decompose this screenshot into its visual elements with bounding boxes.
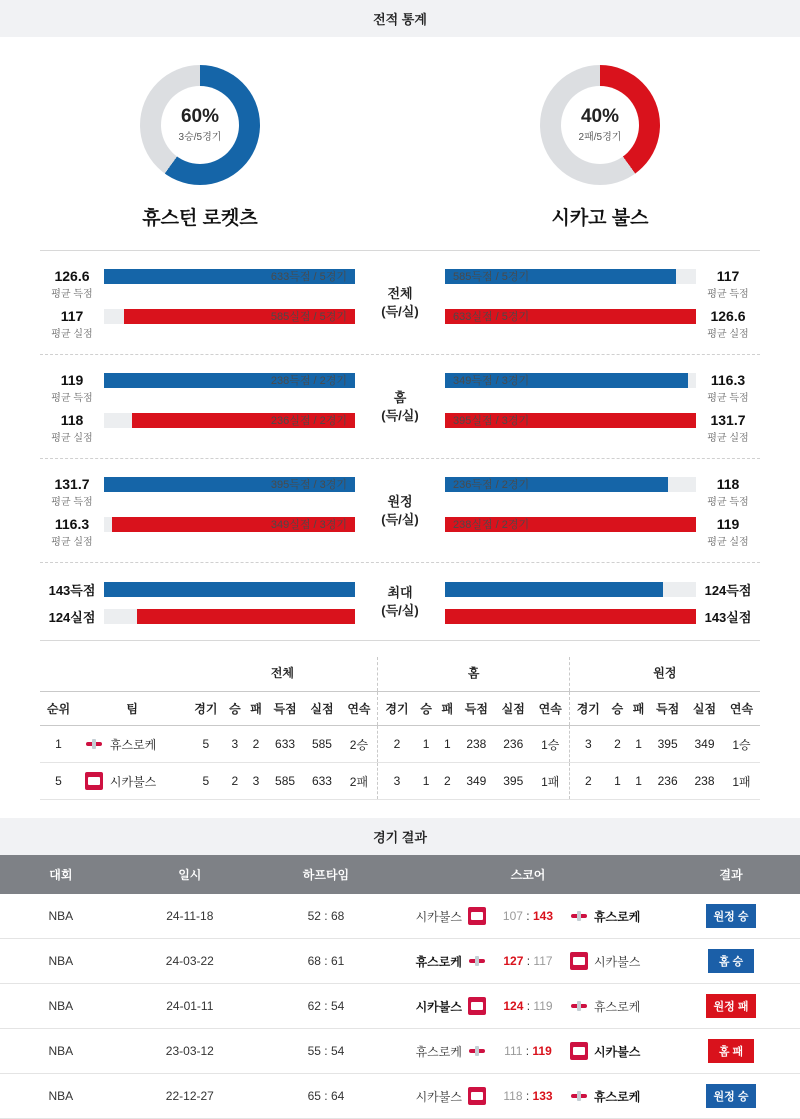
results-date: 23-03-12: [122, 1029, 258, 1074]
status-badge: 홈 승: [708, 949, 754, 973]
stat-bar-caption: 236실점 / 2경기: [270, 415, 347, 427]
results-col-3: 스코어: [394, 855, 662, 894]
team-label: 시카불스: [593, 954, 641, 969]
bulls-logo: [85, 772, 103, 790]
stat-value: 116.3: [54, 516, 90, 532]
stat-bar-caption: 236득점 / 2경기: [453, 479, 530, 491]
score-numbers: 118 : 133: [503, 1089, 553, 1103]
stat-bar-label: 평균 실점: [51, 433, 93, 444]
status-badge: 원정 승: [706, 904, 757, 928]
cell-home-실점: 236: [495, 726, 532, 763]
stat-bar-left-allow: [40, 412, 355, 444]
stat-group-label: [355, 493, 445, 528]
col-all-패: 패: [245, 692, 266, 726]
results-score: [394, 894, 662, 939]
stat-value: 116.3: [710, 372, 746, 388]
stat-bar-caption: 633득점 / 5경기: [270, 271, 347, 283]
standings-table: [40, 657, 760, 800]
stat-bar-right-score: [445, 580, 760, 599]
stat-bar-left-allow: [40, 607, 355, 626]
score-left: 107: [502, 909, 523, 923]
cell-all-경기: 5: [187, 763, 224, 800]
results-halftime: 62 : 54: [258, 984, 394, 1029]
col-away-득점: 득점: [649, 692, 686, 726]
status-badge: 원정 패: [706, 994, 757, 1018]
results-head: [0, 855, 800, 894]
team-label: 시카불스: [109, 774, 157, 789]
away-team-name: 시카고 불스: [551, 208, 649, 229]
results-row[interactable]: [0, 1074, 800, 1119]
results-score: [394, 984, 662, 1029]
stat-side-home-max: [40, 577, 355, 626]
stat-bar-caption: 585실점 / 5경기: [270, 311, 347, 323]
team-label: 시카불스: [415, 999, 462, 1014]
stat-group-label-top: 전체: [387, 285, 413, 301]
stat-bar-label: 평균 득점: [51, 497, 93, 508]
stat-value: 131.7: [710, 412, 746, 428]
stat-bar-caption: 395실점 / 3경기: [453, 415, 530, 427]
team-label: 시카불스: [593, 1044, 641, 1059]
col-home-승: 승: [416, 692, 437, 726]
results-outcome: [662, 939, 800, 984]
score-numbers: 124 : 119: [503, 999, 553, 1013]
stat-bar-left-allow: [40, 308, 355, 340]
stat-bar-caption: 633실점 / 5경기: [453, 311, 530, 323]
stat-group: [40, 355, 760, 459]
home-team-name: 휴스턴 로켓츠: [142, 208, 258, 229]
stat-bar-caption: 349득점 / 3경기: [453, 375, 530, 387]
rockets-logo: [570, 997, 588, 1015]
stat-side-home: [40, 473, 355, 548]
stat-bar-label: 평균 득점: [707, 393, 749, 404]
bulls-logo: [570, 1042, 588, 1060]
cell-home-연속: 1패: [532, 763, 570, 800]
results-outcome: [662, 984, 800, 1029]
cell-home-득점: 349: [458, 763, 495, 800]
stat-group: [40, 459, 760, 563]
standings-group-row: [40, 657, 760, 692]
team-label: 휴스로케: [593, 999, 641, 1014]
stat-bar-label: 평균 실점: [51, 537, 93, 548]
col-team: 팀: [77, 692, 187, 726]
rockets-logo: [85, 735, 103, 753]
stat-bar-track: [104, 413, 355, 428]
cell-all-패: 2: [245, 726, 266, 763]
stat-value: 143득점: [48, 583, 96, 598]
standings-table-wrap: [0, 657, 800, 800]
score-numbers: 111 : 119: [504, 1044, 552, 1058]
stat-value: 117: [60, 308, 84, 324]
stats-section-title: 전적 통계: [0, 0, 800, 37]
stat-group: [40, 251, 760, 355]
score-numbers: 127 : 117: [503, 954, 553, 968]
stat-bar-track: [445, 517, 696, 532]
results-halftime: 55 : 54: [258, 1029, 394, 1074]
rank-cell: 1: [40, 726, 77, 763]
home-win-percent: 60%: [180, 105, 220, 127]
results-col-1: 일시: [122, 855, 258, 894]
col-home-득점: 득점: [458, 692, 495, 726]
cell-all-득점: 585: [267, 763, 304, 800]
stat-bar-label: 평균 실점: [707, 329, 749, 340]
stat-bar-left-allow: [40, 516, 355, 548]
spacer-rank: [40, 657, 77, 692]
stat-bar-caption: 349실점 / 3경기: [270, 519, 347, 531]
col-rank: 순위: [40, 692, 77, 726]
cell-all-실점: 585: [304, 726, 341, 763]
cell-away-경기: 3: [569, 726, 607, 763]
stat-side-away-max: [445, 577, 760, 626]
stat-side-home: [40, 265, 355, 340]
results-row[interactable]: [0, 984, 800, 1029]
results-outcome: [662, 1074, 800, 1119]
stat-bar-caption: 585득점 / 5경기: [453, 271, 530, 283]
score-left-team: [394, 907, 486, 925]
results-col-4: 결과: [662, 855, 800, 894]
col-all-연속: 연속: [340, 692, 378, 726]
cell-all-실점: 633: [304, 763, 341, 800]
stat-group-label-bottom: (득/실): [381, 602, 419, 618]
col-all-실점: 실점: [304, 692, 341, 726]
results-column-row: [0, 855, 800, 894]
col-all-득점: 득점: [267, 692, 304, 726]
results-date: 24-11-18: [122, 894, 258, 939]
results-league: NBA: [0, 939, 122, 984]
stat-bar-track: [104, 517, 355, 532]
stat-bar-track: [445, 413, 696, 428]
team-label: 휴스로케: [593, 1089, 641, 1104]
stat-bar-track: [445, 269, 696, 284]
bulls-logo: [468, 997, 486, 1015]
results-table: [0, 855, 800, 1119]
cell-all-경기: 5: [187, 726, 224, 763]
rockets-logo: [468, 952, 486, 970]
col-away-경기: 경기: [569, 692, 607, 726]
stat-value: 143실점: [704, 610, 752, 625]
stat-bar-fill: [137, 609, 355, 624]
group-all: 전체: [270, 666, 295, 680]
stat-bar-track: [104, 309, 355, 324]
stat-bar-fill: [445, 582, 663, 597]
stat-value: 124득점: [704, 583, 752, 598]
stat-bar-label: 평균 실점: [51, 329, 93, 340]
stat-value: 131.7: [54, 476, 90, 492]
results-halftime: 65 : 64: [258, 1074, 394, 1119]
score-left: 111: [504, 1044, 523, 1058]
results-row[interactable]: [0, 894, 800, 939]
stat-comparison: [40, 250, 760, 641]
stat-group-label-top: 원정: [387, 493, 413, 509]
results-league: NBA: [0, 1029, 122, 1074]
col-away-승: 승: [607, 692, 628, 726]
stat-bar-track: [104, 269, 355, 284]
results-row[interactable]: [0, 1029, 800, 1074]
cell-away-패: 1: [628, 726, 649, 763]
table-row[interactable]: [40, 763, 760, 800]
home-donut-center: [161, 86, 239, 164]
stat-group-label-top: 홈: [393, 389, 407, 405]
away-win-percent: 40%: [580, 105, 620, 127]
score-left: 118: [503, 1089, 523, 1103]
stat-bar-left-score: [40, 580, 355, 599]
results-date: 22-12-27: [122, 1074, 258, 1119]
stat-bar-right-allow: [445, 607, 760, 626]
cell-away-패: 1: [628, 763, 649, 800]
cell-all-승: 2: [224, 763, 245, 800]
stat-bar-track: [445, 582, 696, 597]
stat-value: 118: [60, 412, 84, 428]
cell-away-승: 1: [607, 763, 628, 800]
cell-home-연속: 1승: [532, 726, 570, 763]
stat-bar-track: [445, 309, 696, 324]
cell-away-경기: 2: [569, 763, 607, 800]
stat-group-label-bottom: (득/실): [381, 511, 419, 527]
cell-away-연속: 1패: [723, 763, 760, 800]
standings-body: [40, 726, 760, 800]
stat-value: 117: [716, 268, 740, 284]
score-right: 117: [533, 954, 553, 968]
stat-bar-track: [445, 373, 696, 388]
results-score: [394, 1029, 662, 1074]
stat-value: 118: [716, 476, 740, 492]
cell-home-승: 1: [416, 763, 437, 800]
home-team-donut-wrap: [50, 65, 350, 230]
stat-bar-caption: 238득점 / 2경기: [270, 375, 347, 387]
rank-cell: 5: [40, 763, 77, 800]
score-right-team: [570, 1087, 662, 1105]
stat-bar-right-score: [445, 268, 760, 300]
cell-away-득점: 236: [649, 763, 686, 800]
score-left: 124: [503, 999, 524, 1013]
score-right: 143: [532, 909, 553, 923]
cell-all-패: 3: [245, 763, 266, 800]
cell-home-실점: 395: [495, 763, 532, 800]
score-right-team: [570, 1042, 662, 1060]
score-right-team: [570, 952, 662, 970]
cell-home-패: 2: [437, 763, 458, 800]
cell-all-연속: 2패: [340, 763, 378, 800]
cell-home-득점: 238: [458, 726, 495, 763]
cell-all-연속: 2승: [340, 726, 378, 763]
score-right: 119: [532, 1044, 552, 1058]
stat-bar-label: 평균 실점: [707, 433, 749, 444]
results-score: [394, 1074, 662, 1119]
results-score: [394, 939, 662, 984]
score-right: 119: [533, 999, 553, 1013]
away-team-donut-wrap: [450, 65, 750, 230]
stat-group-max: [40, 563, 760, 641]
cell-away-연속: 1승: [723, 726, 760, 763]
stat-bar-fill: [104, 582, 355, 597]
home-win-record: 3승/5경기: [178, 132, 222, 144]
results-league: NBA: [0, 1074, 122, 1119]
cell-home-패: 1: [437, 726, 458, 763]
score-left-team: [394, 952, 486, 970]
cell-all-득점: 633: [267, 726, 304, 763]
results-body: [0, 894, 800, 1119]
col-all-경기: 경기: [187, 692, 224, 726]
col-away-패: 패: [628, 692, 649, 726]
cell-home-경기: 3: [378, 763, 416, 800]
team-cell: [77, 726, 187, 763]
stat-value: 126.6: [710, 308, 746, 324]
bulls-logo: [570, 952, 588, 970]
stat-group-label-bottom: (득/실): [381, 407, 419, 423]
team-label: 시카불스: [415, 909, 462, 924]
col-home-실점: 실점: [495, 692, 532, 726]
stat-bar-right-score: [445, 476, 760, 508]
stat-bar-label: 평균 득점: [707, 497, 749, 508]
results-row[interactable]: [0, 939, 800, 984]
stat-group-label: [355, 389, 445, 424]
col-all-승: 승: [224, 692, 245, 726]
group-away: 원정: [569, 657, 760, 692]
stat-bar-fill: [445, 609, 696, 624]
stat-bar-caption: 238실점 / 2경기: [453, 519, 530, 531]
results-date: 24-01-11: [122, 984, 258, 1029]
cell-away-득점: 395: [649, 726, 686, 763]
rockets-logo: [468, 1042, 486, 1060]
results-halftime: 52 : 68: [258, 894, 394, 939]
away-win-record: 2패/5경기: [578, 132, 622, 144]
stat-bar-track: [104, 582, 355, 597]
stat-bar-track: [104, 373, 355, 388]
stat-bar-right-allow: [445, 516, 760, 548]
team-cell: [77, 763, 187, 800]
standings-column-row: [40, 692, 760, 726]
stat-value: 119: [716, 516, 740, 532]
stat-bar-right-allow: [445, 412, 760, 444]
results-date: 24-03-22: [122, 939, 258, 984]
team-label: 휴스로케: [593, 909, 641, 924]
score-right: 133: [532, 1089, 553, 1103]
results-section-title: 경기 결과: [0, 818, 800, 855]
stat-bar-label: 평균 득점: [51, 393, 93, 404]
away-donut-center: [561, 86, 639, 164]
results-outcome: [662, 1029, 800, 1074]
stat-bar-label: 평균 득점: [51, 289, 93, 300]
stat-value: 126.6: [54, 268, 90, 284]
stat-bar-label: 평균 실점: [707, 537, 749, 548]
stat-side-away: [445, 265, 760, 340]
stat-side-away: [445, 473, 760, 548]
col-home-경기: 경기: [378, 692, 416, 726]
status-badge: 홈 패: [708, 1039, 754, 1063]
col-away-실점: 실점: [686, 692, 723, 726]
stat-bar-track: [445, 609, 696, 624]
cell-away-실점: 349: [686, 726, 723, 763]
score-numbers: 107 : 143: [502, 909, 553, 923]
stat-bar-track: [445, 477, 696, 492]
home-win-rate-donut: [140, 65, 260, 185]
table-row[interactable]: [40, 726, 760, 763]
results-league: NBA: [0, 984, 122, 1029]
stat-side-away: [445, 369, 760, 444]
score-left-team: [394, 997, 486, 1015]
stat-bar-caption: 395득점 / 3경기: [270, 479, 347, 491]
rockets-logo: [570, 907, 588, 925]
col-home-연속: 연속: [532, 692, 570, 726]
win-rate-donuts: [0, 37, 800, 234]
team-label: 휴스로케: [415, 954, 462, 969]
results-col-0: 대회: [0, 855, 122, 894]
stat-group-label-top: 최대: [387, 584, 413, 600]
stat-bar-track: [104, 609, 355, 624]
score-right-team: [570, 997, 662, 1015]
cell-all-승: 3: [224, 726, 245, 763]
stat-value: 119: [60, 372, 84, 388]
cell-away-승: 2: [607, 726, 628, 763]
cell-home-경기: 2: [378, 726, 416, 763]
stat-group-label-bottom: (득/실): [381, 303, 419, 319]
standings-head: [40, 657, 760, 726]
score-left-team: [394, 1087, 486, 1105]
group-home: 홈: [378, 657, 569, 692]
team-label: 휴스로케: [415, 1044, 462, 1059]
spacer-team: [77, 657, 187, 692]
cell-home-승: 1: [416, 726, 437, 763]
stat-bar-label: 평균 득점: [707, 289, 749, 300]
col-home-패: 패: [437, 692, 458, 726]
stat-group-label: [355, 285, 445, 320]
results-league: NBA: [0, 894, 122, 939]
away-win-rate-donut: [540, 65, 660, 185]
team-label: 시카불스: [415, 1089, 462, 1104]
bulls-logo: [468, 1087, 486, 1105]
rockets-logo: [570, 1087, 588, 1105]
stat-bar-left-score: [40, 476, 355, 508]
score-left: 127: [503, 954, 524, 968]
stat-bar-left-score: [40, 372, 355, 404]
stat-value: 124실점: [48, 610, 96, 625]
team-label: 휴스로케: [109, 737, 157, 752]
stat-bar-left-score: [40, 268, 355, 300]
score-left-team: [394, 1042, 486, 1060]
score-right-team: [570, 907, 662, 925]
results-halftime: 68 : 61: [258, 939, 394, 984]
bulls-logo: [468, 907, 486, 925]
status-badge: 원정 승: [706, 1084, 757, 1108]
results-outcome: [662, 894, 800, 939]
col-away-연속: 연속: [723, 692, 760, 726]
stat-bar-right-allow: [445, 308, 760, 340]
stat-bar-track: [104, 477, 355, 492]
stat-bar-right-score: [445, 372, 760, 404]
stat-group-label-max: [355, 584, 445, 619]
results-col-2: 하프타임: [258, 855, 394, 894]
stat-side-home: [40, 369, 355, 444]
cell-away-실점: 238: [686, 763, 723, 800]
